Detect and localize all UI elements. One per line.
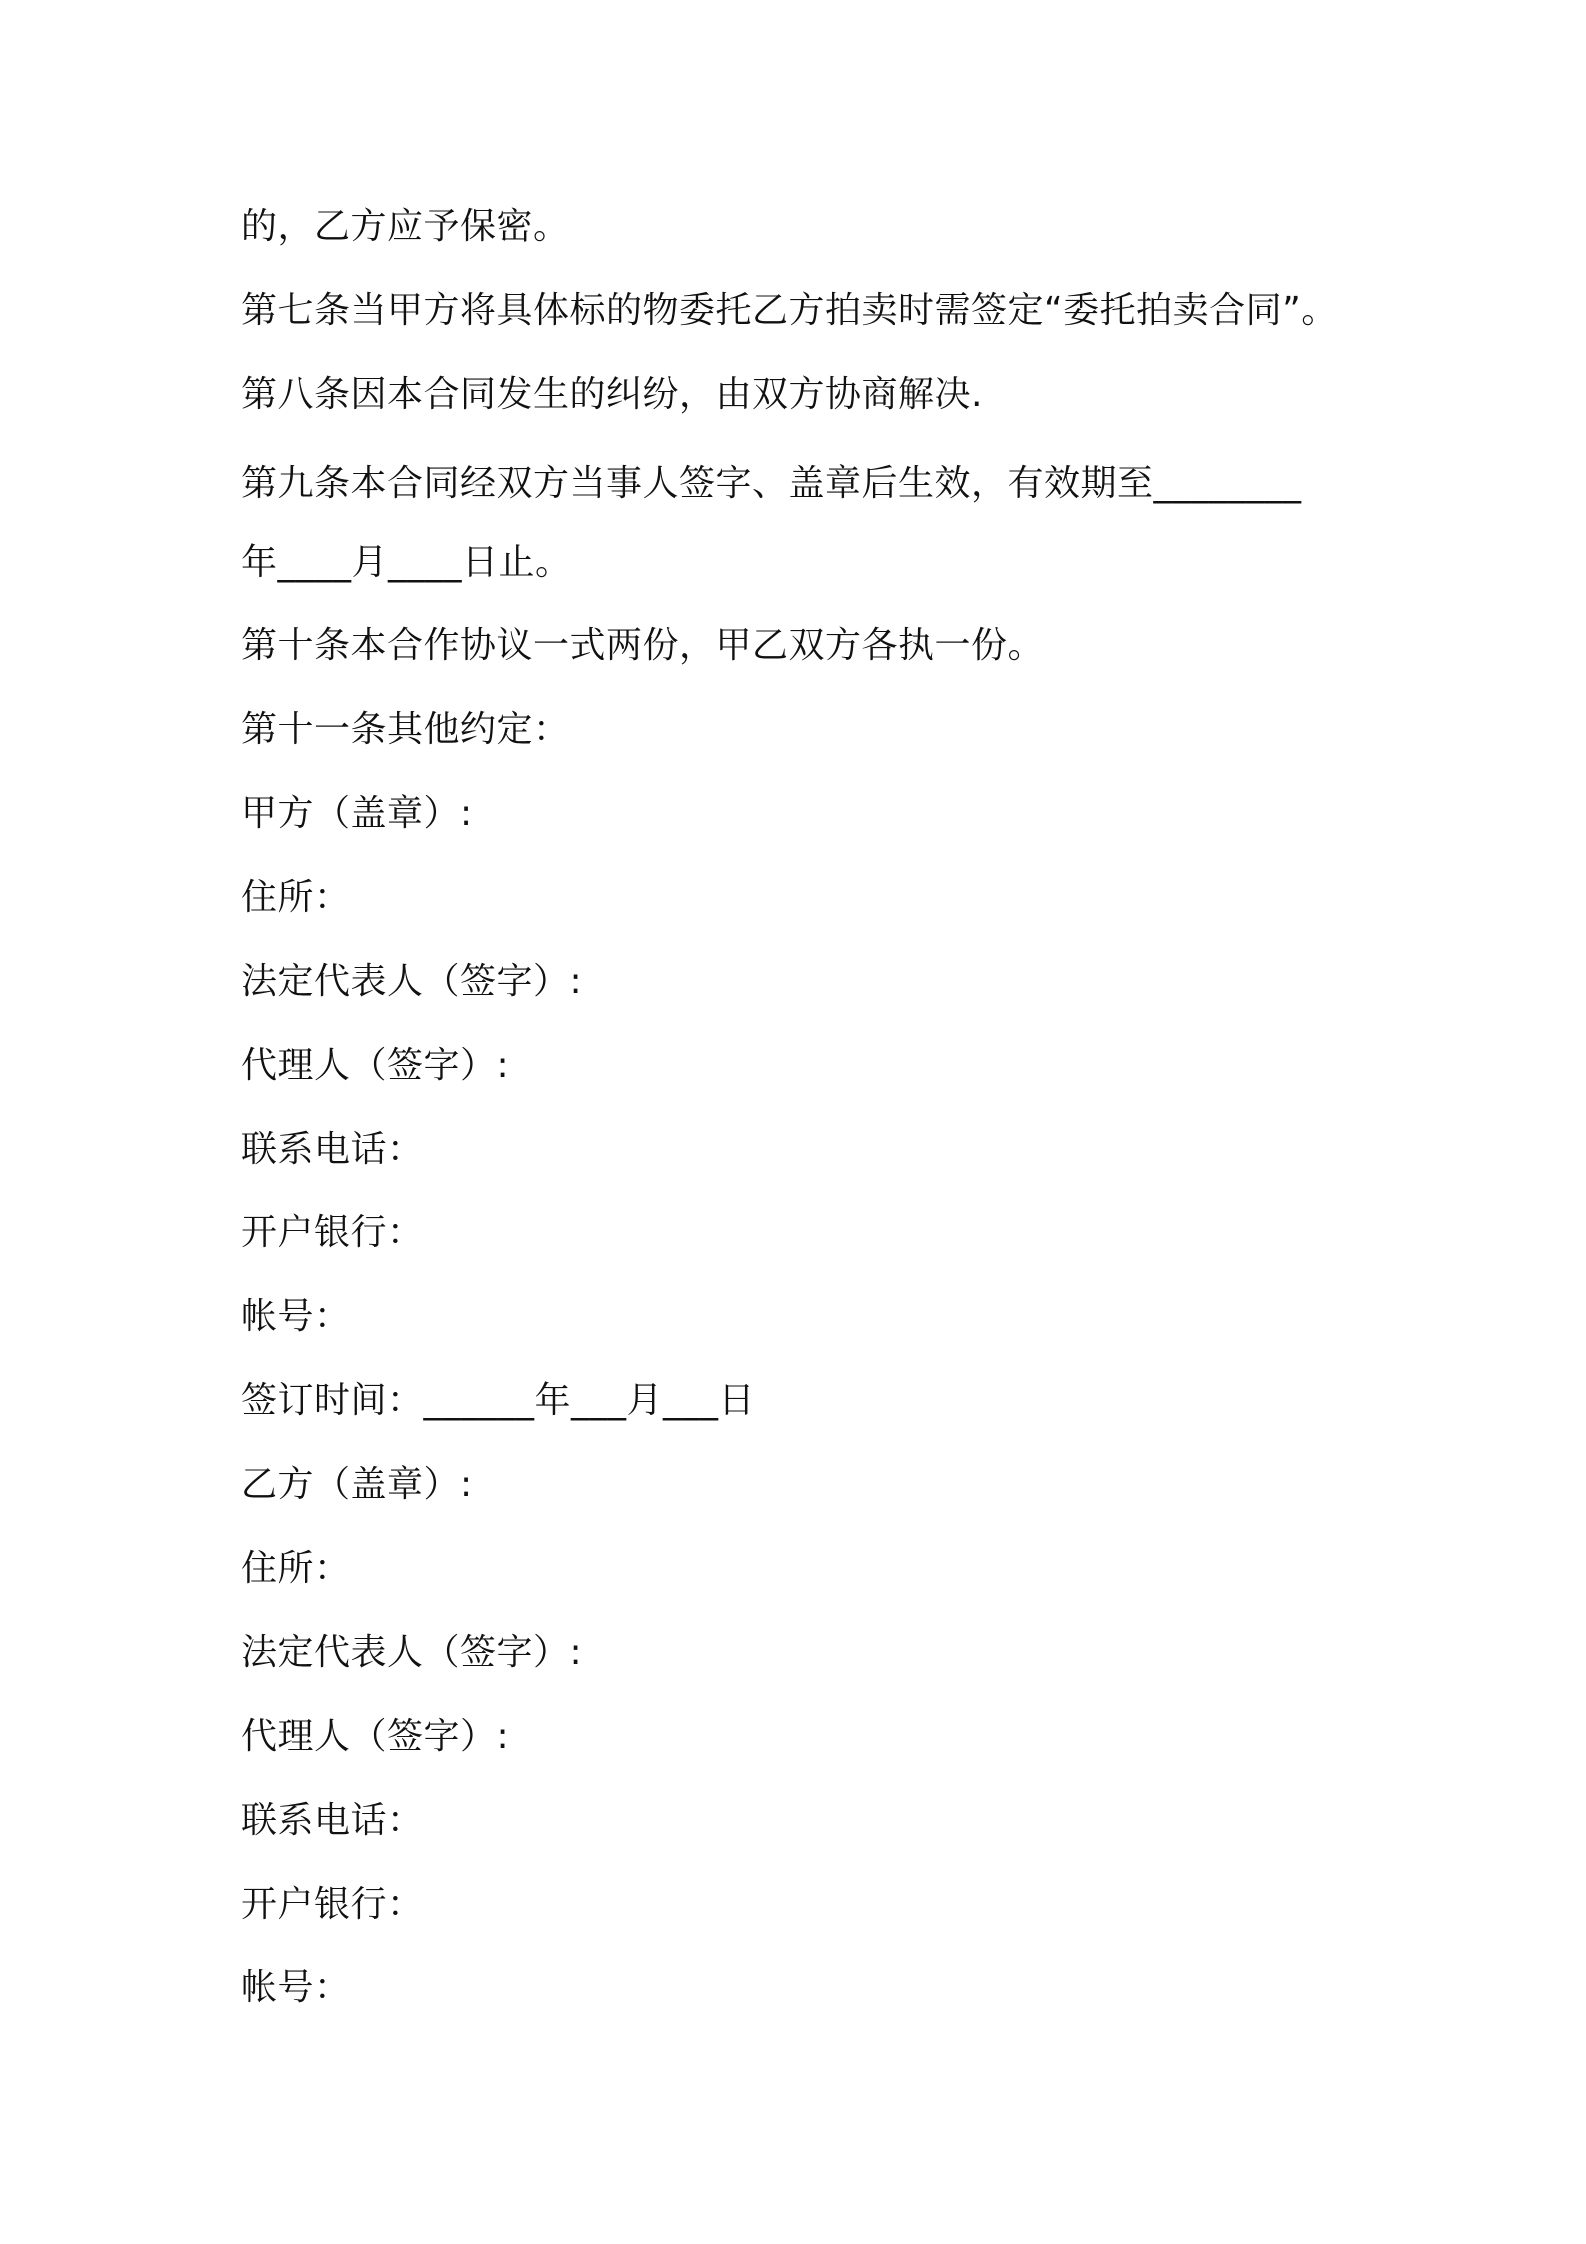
clause-10: 第十条本合作协议一式两份，甲乙双方各执一份。 <box>241 625 1045 666</box>
clause-8: 第八条因本合同发生的纠纷，由双方协商解决. <box>241 374 983 415</box>
party-b-bank: 开户银行： <box>241 1884 424 1925</box>
party-a-account: 帐号： <box>241 1296 351 1337</box>
party-a-bank: 开户银行： <box>241 1212 424 1253</box>
clause-6-continuation: 的，乙方应予保密。 <box>241 206 570 247</box>
party-b-seal: 乙方（盖章）: <box>241 1464 473 1505</box>
signing-date: 签订时间：______年___月___日 <box>241 1380 756 1421</box>
clause-11: 第十一条其他约定： <box>241 709 570 750</box>
party-b-legal-rep: 法定代表人（签字）: <box>241 1632 583 1673</box>
party-a-agent: 代理人（签字）: <box>241 1045 510 1086</box>
clause-9-date: 年____月____日止。 <box>241 542 572 583</box>
party-a-seal: 甲方（盖章）: <box>241 793 473 834</box>
clause-7: 第七条当甲方将具体标的物委托乙方拍卖时需签定“委托拍卖合同”。 <box>241 290 1338 331</box>
party-b-address: 住所： <box>241 1548 351 1589</box>
party-a-phone: 联系电话： <box>241 1129 424 1170</box>
party-b-agent: 代理人（签字）: <box>241 1716 510 1757</box>
party-b-phone: 联系电话： <box>241 1800 424 1841</box>
party-a-legal-rep: 法定代表人（签字）: <box>241 961 583 1002</box>
party-b-account: 帐号： <box>241 1967 351 2008</box>
clause-9: 第九条本合同经双方当事人签字、盖章后生效，有效期至________ <box>241 463 1302 504</box>
party-a-address: 住所： <box>241 877 351 918</box>
